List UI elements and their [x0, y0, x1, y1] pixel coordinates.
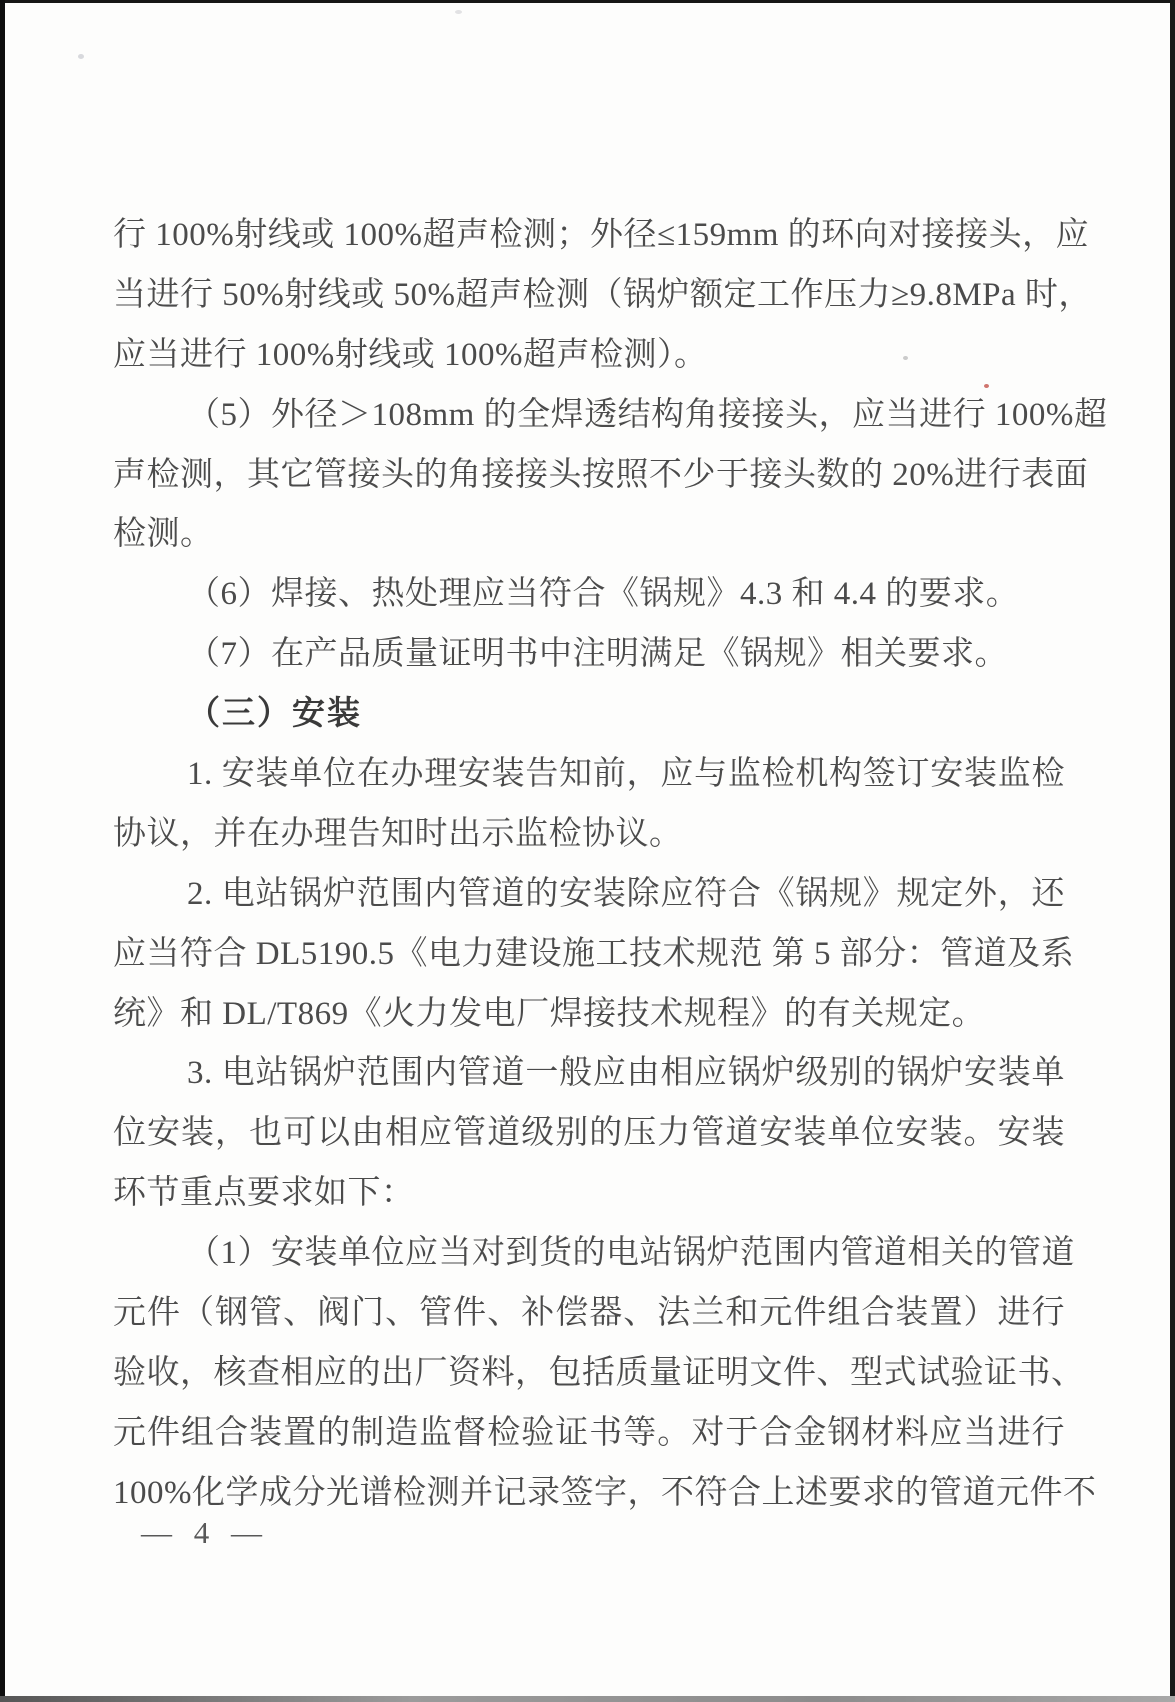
text-line: 应当符合 DL5190.5《电力建设施工技术规范 第 5 部分：管道及系 — [113, 935, 1075, 972]
text-line: 100%化学成分光谱检测并记录签字，不符合上述要求的管道元件不 — [113, 1474, 1097, 1511]
text-line: 当进行 50%射线或 50%超声检测（锅炉额定工作压力≥9.8MPa 时， — [113, 276, 1092, 313]
text-line: 元件（钢管、阀门、管件、补偿器、法兰和元件组合装置）进行 — [113, 1295, 1065, 1332]
text-line: 行 100%射线或 100%超声检测；外径≤159mm 的环向对接接头，应 — [113, 217, 1090, 253]
list-item-6: （6）焊接、热处理应当符合《锅规》4.3 和 4.4 的要求。 — [187, 576, 1020, 613]
text-line: 验收，核查相应的出厂资料，包括质量证明文件、型式试验证书、 — [113, 1354, 1085, 1391]
text-line: 位安装，也可以由相应管道级别的压力管道安装单位安装。安装 — [113, 1115, 1065, 1152]
text-line: 协议，并在办理告知时出示监检协议。 — [113, 815, 683, 852]
text-line: 检测。 — [113, 516, 214, 553]
page-body-text — [113, 206, 1108, 1524]
page-number: — 4 — — [141, 1515, 269, 1550]
sub-item-1: （1）安装单位应当对到货的电站锅炉范围内管道相关的管道 — [187, 1235, 1075, 1272]
list-item-3: 3. 电站锅炉范围内管道一般应由相应锅炉级别的锅炉安装单 — [187, 1055, 1065, 1092]
scan-edge-right — [1170, 0, 1175, 1702]
text-line: 应当进行 100%射线或 100%超声检测）。 — [113, 336, 708, 373]
list-item-5: （5）外径＞108mm 的全焊透结构角接接头，应当进行 100%超 — [187, 396, 1108, 433]
list-item-7: （7）在产品质量证明书中注明满足《锅规》相关要求。 — [187, 636, 1008, 673]
text-line: 统》和 DL/T869《火力发电厂焊接技术规程》的有关规定。 — [113, 995, 986, 1032]
scan-speck — [78, 54, 84, 59]
section-heading-installation: （三）安装 — [187, 696, 362, 733]
scan-edge-top — [0, 0, 1175, 3]
scan-edge-left — [0, 0, 5, 1702]
list-item-1: 1. 安装单位在办理安装告知前，应与监检机构签订安装监检 — [187, 756, 1065, 793]
scan-speck — [455, 10, 462, 14]
scan-speck-red — [984, 384, 989, 388]
text-line: 环节重点要求如下： — [113, 1175, 415, 1212]
scan-speck — [903, 356, 908, 360]
list-item-2: 2. 电站锅炉范围内管道的安装除应符合《锅规》规定外，还 — [187, 875, 1065, 912]
scan-edge-bottom — [0, 1696, 1175, 1702]
text-line: 元件组合装置的制造监督检验证书等。对于合金钢材料应当进行 — [113, 1414, 1065, 1451]
text-line: 声检测，其它管接头的角接接头按照不少于接头数的 20%进行表面 — [113, 456, 1089, 493]
